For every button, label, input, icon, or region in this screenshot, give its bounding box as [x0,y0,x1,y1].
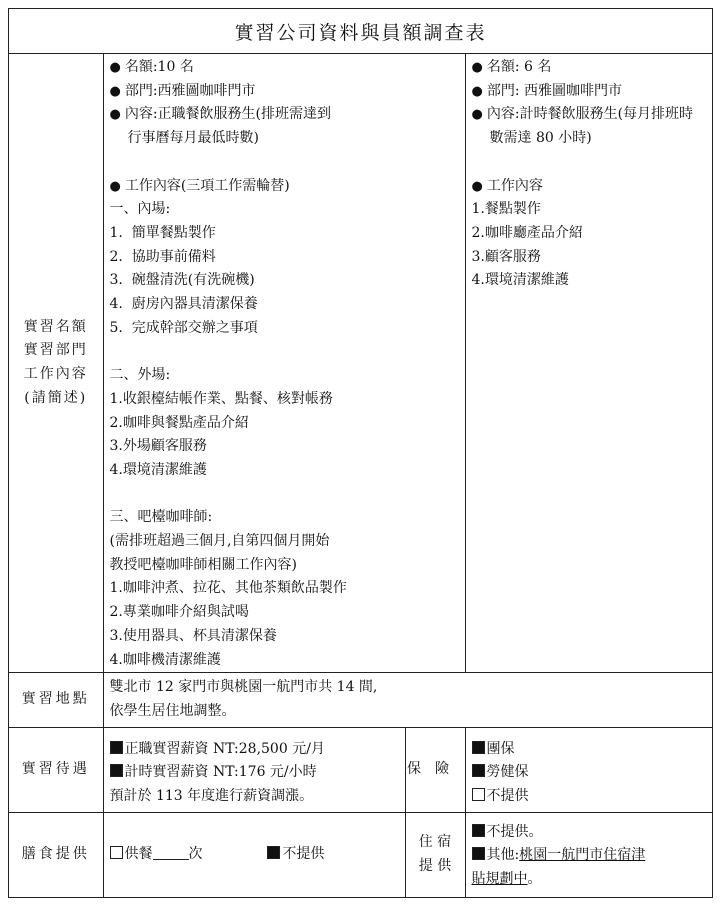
content-line: ● 內容:正職餐飲服務生(排班需達到 [110,103,461,127]
meals-value: 供餐 次 不提供 [103,812,405,897]
spacer [472,151,709,175]
content-line: ● 名額:10 名 [110,56,461,80]
survey-form [8,8,713,898]
insurance-label: 保險 [405,727,465,812]
content-line: ● 部門:西雅圖咖啡門市 [110,80,461,104]
meals-row [9,812,712,897]
positions-label: 實習名額 實習部門 工作內容 (請簡述) [9,54,103,673]
content-line: 2. 協助事前備料 [109,248,216,265]
pay-label: 實習待遇 [9,727,103,812]
content-line: 一、內場: [109,201,171,218]
positions-row [9,54,712,673]
content-line: 4.環境清潔維護 [471,272,569,289]
checkbox-empty-icon [472,788,485,801]
form-table [9,54,712,897]
content-line: 4.環境清潔維護 [109,461,207,478]
content-line: ● 工作內容 [472,175,709,199]
content-line: 三、吧檯咖啡師: [109,509,213,526]
checkbox-checked-icon [472,764,485,777]
content-line: 2.專業咖啡介紹與試喝 [109,604,249,621]
content-line: 3.使用器具、杯具清潔保養 [109,627,277,644]
location-value: 雙北市 12 家門市與桃園一航門市共 14 間, 依學生居住地調整。 [103,673,712,727]
location-row [9,673,712,727]
pay-value: 正職實習薪資 NT:28,500 元/月 計時實習薪資 NT:176 元/小時 預計於 113 年度進行薪資調漲。 [103,727,405,812]
checkbox-checked-icon [472,741,485,754]
pay-row [9,727,712,812]
content-line: 1.收銀檯結帳作業、點餐、核對帳務 [109,390,333,407]
meals-label: 膳食提供 [9,812,103,897]
checkbox-checked-icon [472,847,485,860]
spacer [110,340,461,364]
content-line: 1.咖啡沖煮、拉花、其他茶類飲品製作 [109,580,347,597]
content-line: ● 工作內容(三項工作需輪替) [110,175,461,199]
spacer [110,151,461,175]
checkbox-checked-icon [472,824,485,837]
content-line: 5. 完成幹部交辦之事項 [109,319,258,336]
content-line: 1.餐點製作 [471,201,541,218]
housing-options: 不提供。 其他:桃園一航門市住宿津 貼規劃中。 [465,812,712,897]
content-line: 3. 碗盤清洗(有洗碗機) [109,272,255,289]
content-line: (需排班超過三個月,自第四個月開始 [109,533,330,550]
parttime-position-cell [465,54,712,673]
spacer [110,483,461,507]
content-line: ● 內容:計時餐飲服務生(每月排班時 [472,103,709,127]
checkbox-checked-icon [110,764,123,777]
content-line: 行事曆每月最低時數) [127,130,259,147]
content-line: ● 名額: 6 名 [472,56,709,80]
content-line: 2.咖啡廳產品介紹 [471,224,583,241]
content-line: 3.顧客服務 [471,248,541,265]
content-line: 數需達 80 小時) [489,130,592,147]
location-label: 實習地點 [9,673,103,727]
checkbox-checked-icon [110,741,123,754]
content-line: 教授吧檯咖啡師相關工作內容) [109,556,297,573]
meal-count-blank [153,845,189,860]
content-line: 二、外場: [109,367,171,384]
insurance-options: 團保 勞健保 不提供 [465,727,712,812]
content-line: ● 部門: 西雅圖咖啡門市 [472,80,709,104]
fulltime-position-cell [103,54,465,673]
content-line: 4. 廚房內器具清潔保養 [109,296,258,313]
checkbox-empty-icon [110,846,123,859]
content-line: 2.咖啡與餐點產品介紹 [109,414,249,431]
content-line: 4.咖啡機清潔維護 [109,651,221,668]
content-line: 1. 簡單餐點製作 [109,224,216,241]
housing-label: 住 宿 提 供 [405,812,465,897]
content-line: 3.外場顧客服務 [109,438,207,455]
checkbox-checked-icon [267,846,280,859]
form-title: 實習公司資料與員額調查表 [9,9,712,54]
